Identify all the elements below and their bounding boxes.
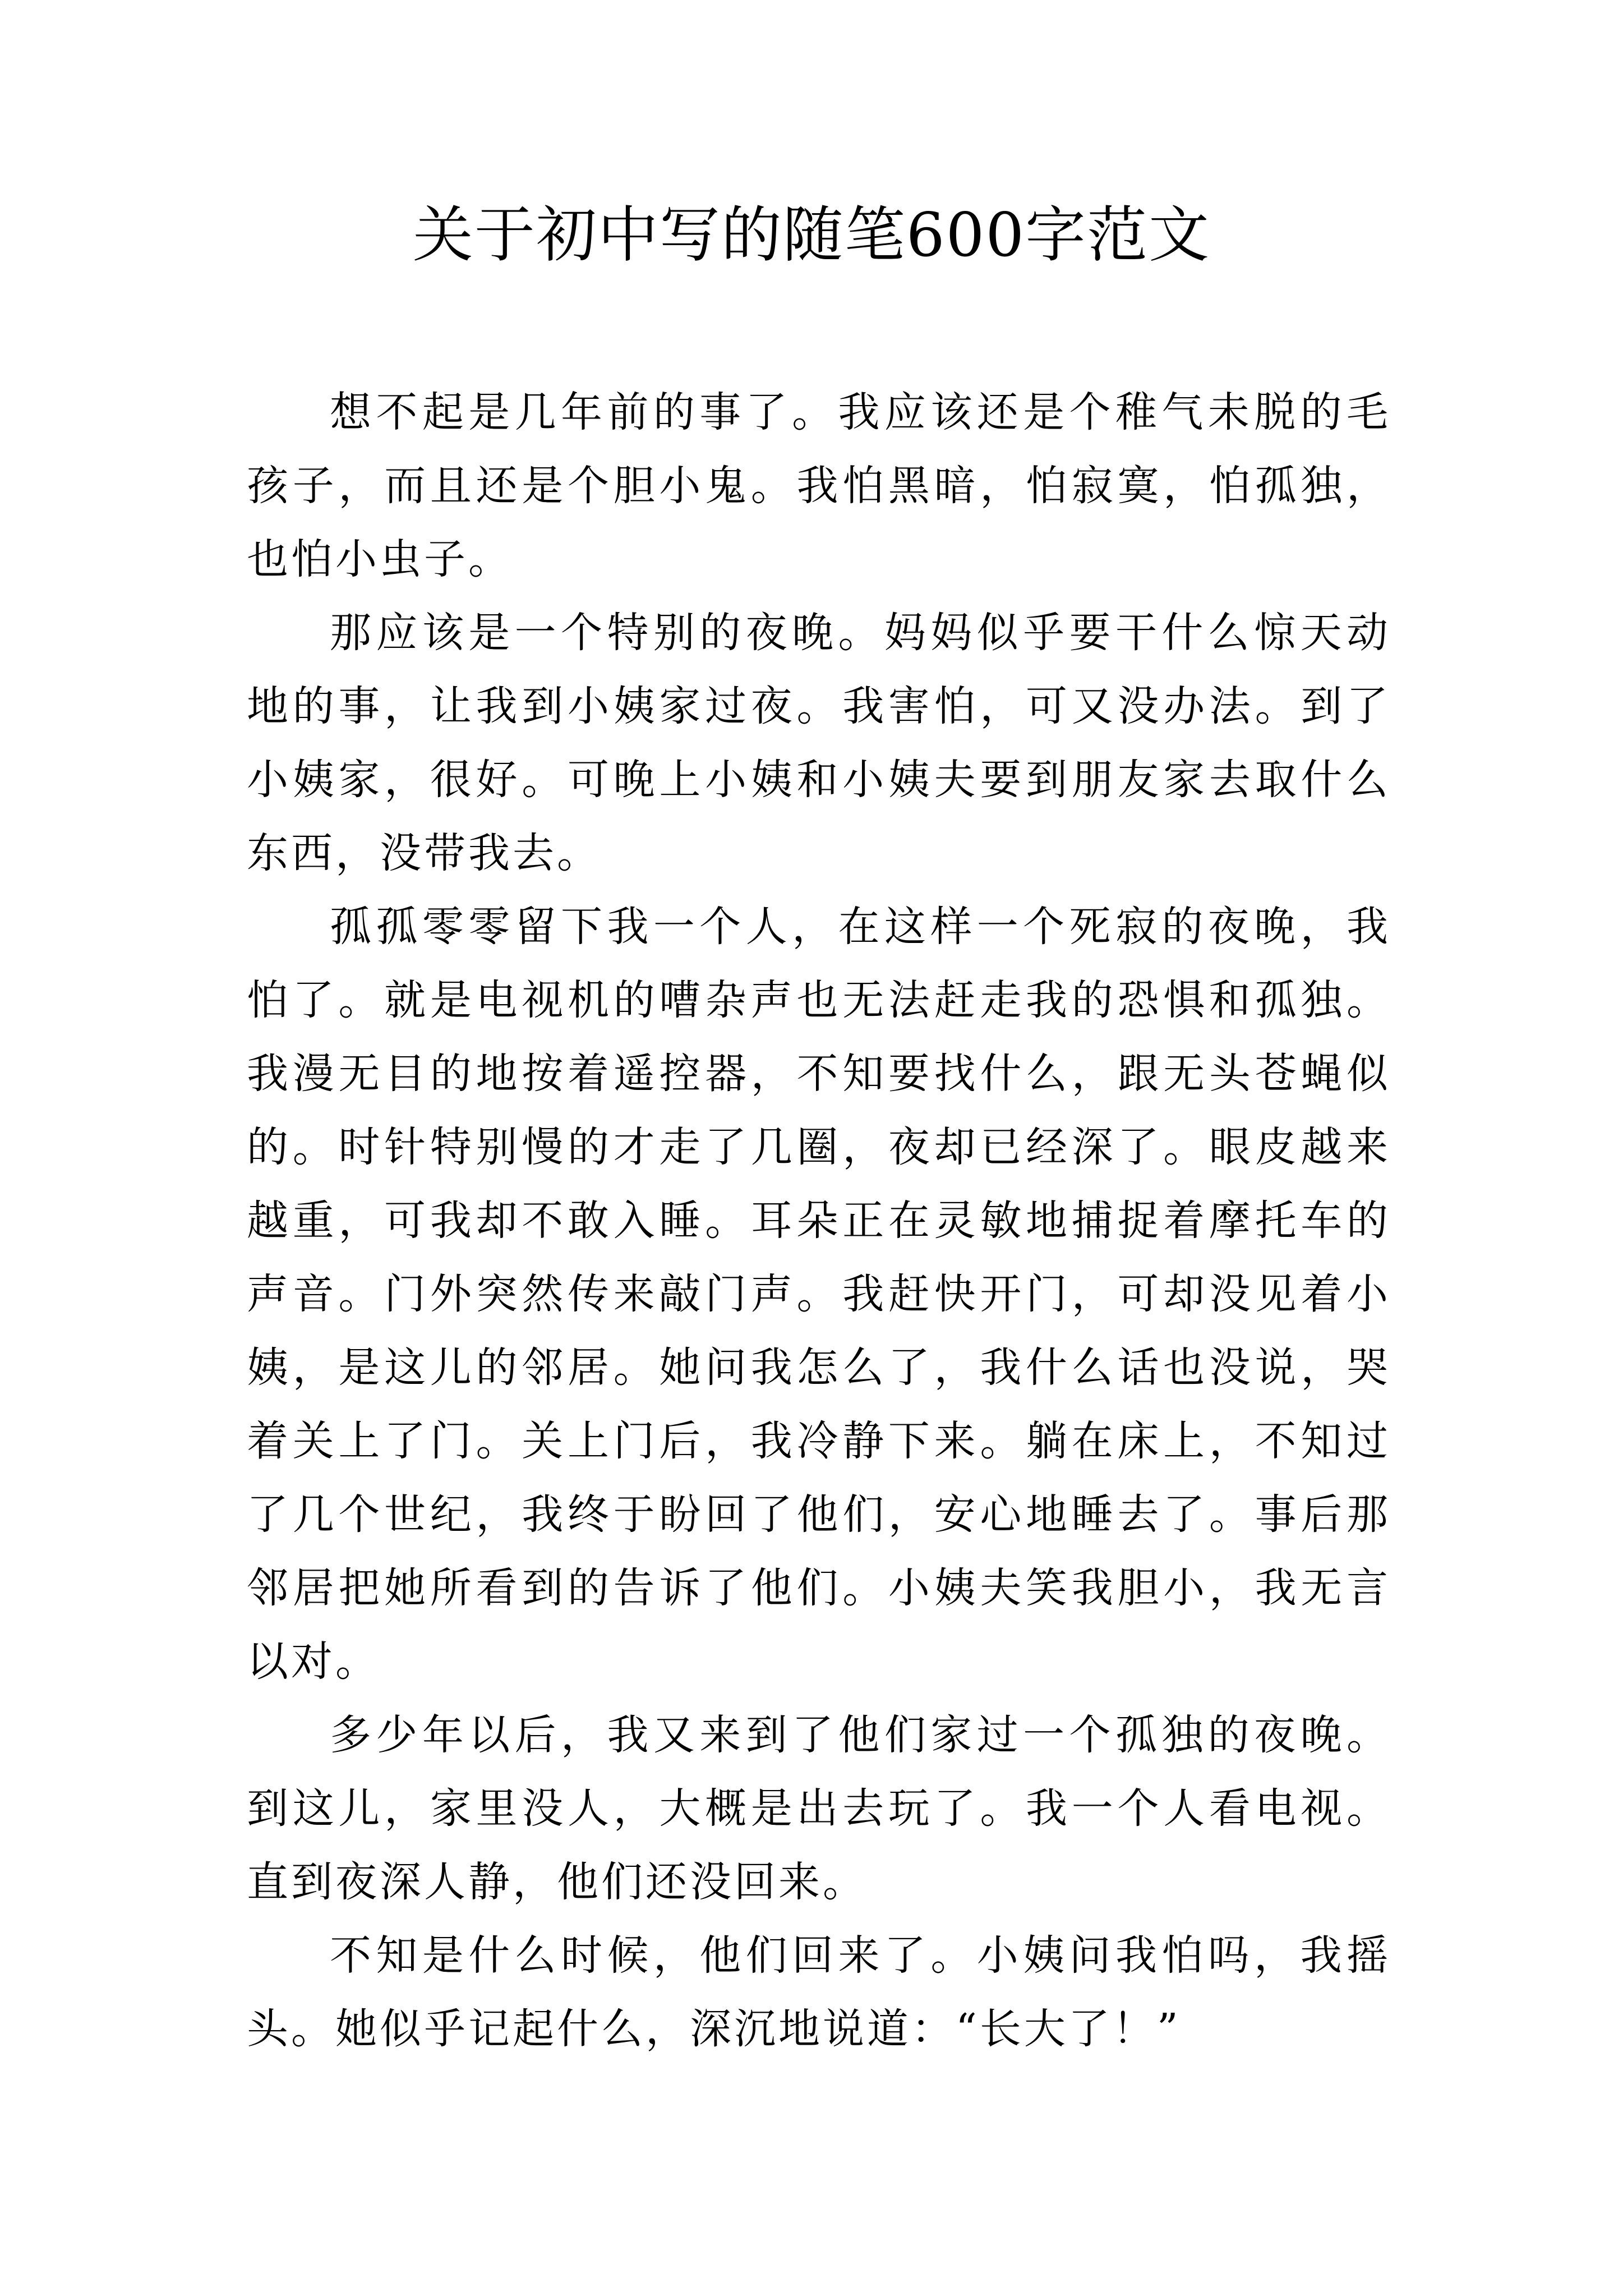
paragraph-4: 多少年以后，我又来到了他们家过一个孤独的夜晚。到这儿，家里没人，大概是出去玩了。我一个人看电视。直到夜深人静，他们还没回来。 bbox=[247, 1711, 1391, 1906]
paragraph-3: 孤孤零零留下我一个人，在这样一个死寂的夜晚，我怕了。就是电视机的嘈杂声也无法赶走我的恐惧和孤独。我漫无目的地按着遥控器，不知要找什么，跟无头苍蝇似的。时针特别慢的才走了几圈，夜却已经深了。眼皮越来越重，可我却不敢入睡。耳朵正在灵敏地捕捉着摩托车的声音。门外突然传来敲门声。我赶快开门，可却没见着小姨，是这儿的邻居。她问我怎么了，我什么话也没说，哭着关上了门。关上门后，我冷静下来。躺在床上，不知过了几个世纪，我终于盼回了他们，安心地睡去了。事后那邻居把她所看到的告诉了他们。小姨夫笑我胆小，我无言以对。 bbox=[247, 903, 1391, 1686]
paragraph-5: 不知是什么时候，他们回来了。小姨问我怕吗，我摇头。她似乎记起什么，深沉地说道：“长大了！” bbox=[247, 1931, 1391, 2053]
paragraph-2: 那应该是一个特别的夜晚。妈妈似乎要干什么惊天动地的事，让我到小姨家过夜。我害怕，可又没办法。到了小姨家，很好。可晚上小姨和小姨夫要到朋友家去取什么东西，没带我去。 bbox=[247, 609, 1391, 877]
document-title: 关于初中写的随笔600字范文 bbox=[412, 200, 1211, 270]
paragraph-1: 想不起是几年前的事了。我应该还是个稚气未脱的毛孩子，而且还是个胆小鬼。我怕黑暗，怕寂寞，怕孤独，也怕小虫子。 bbox=[247, 388, 1391, 583]
document-body bbox=[247, 376, 1391, 2066]
